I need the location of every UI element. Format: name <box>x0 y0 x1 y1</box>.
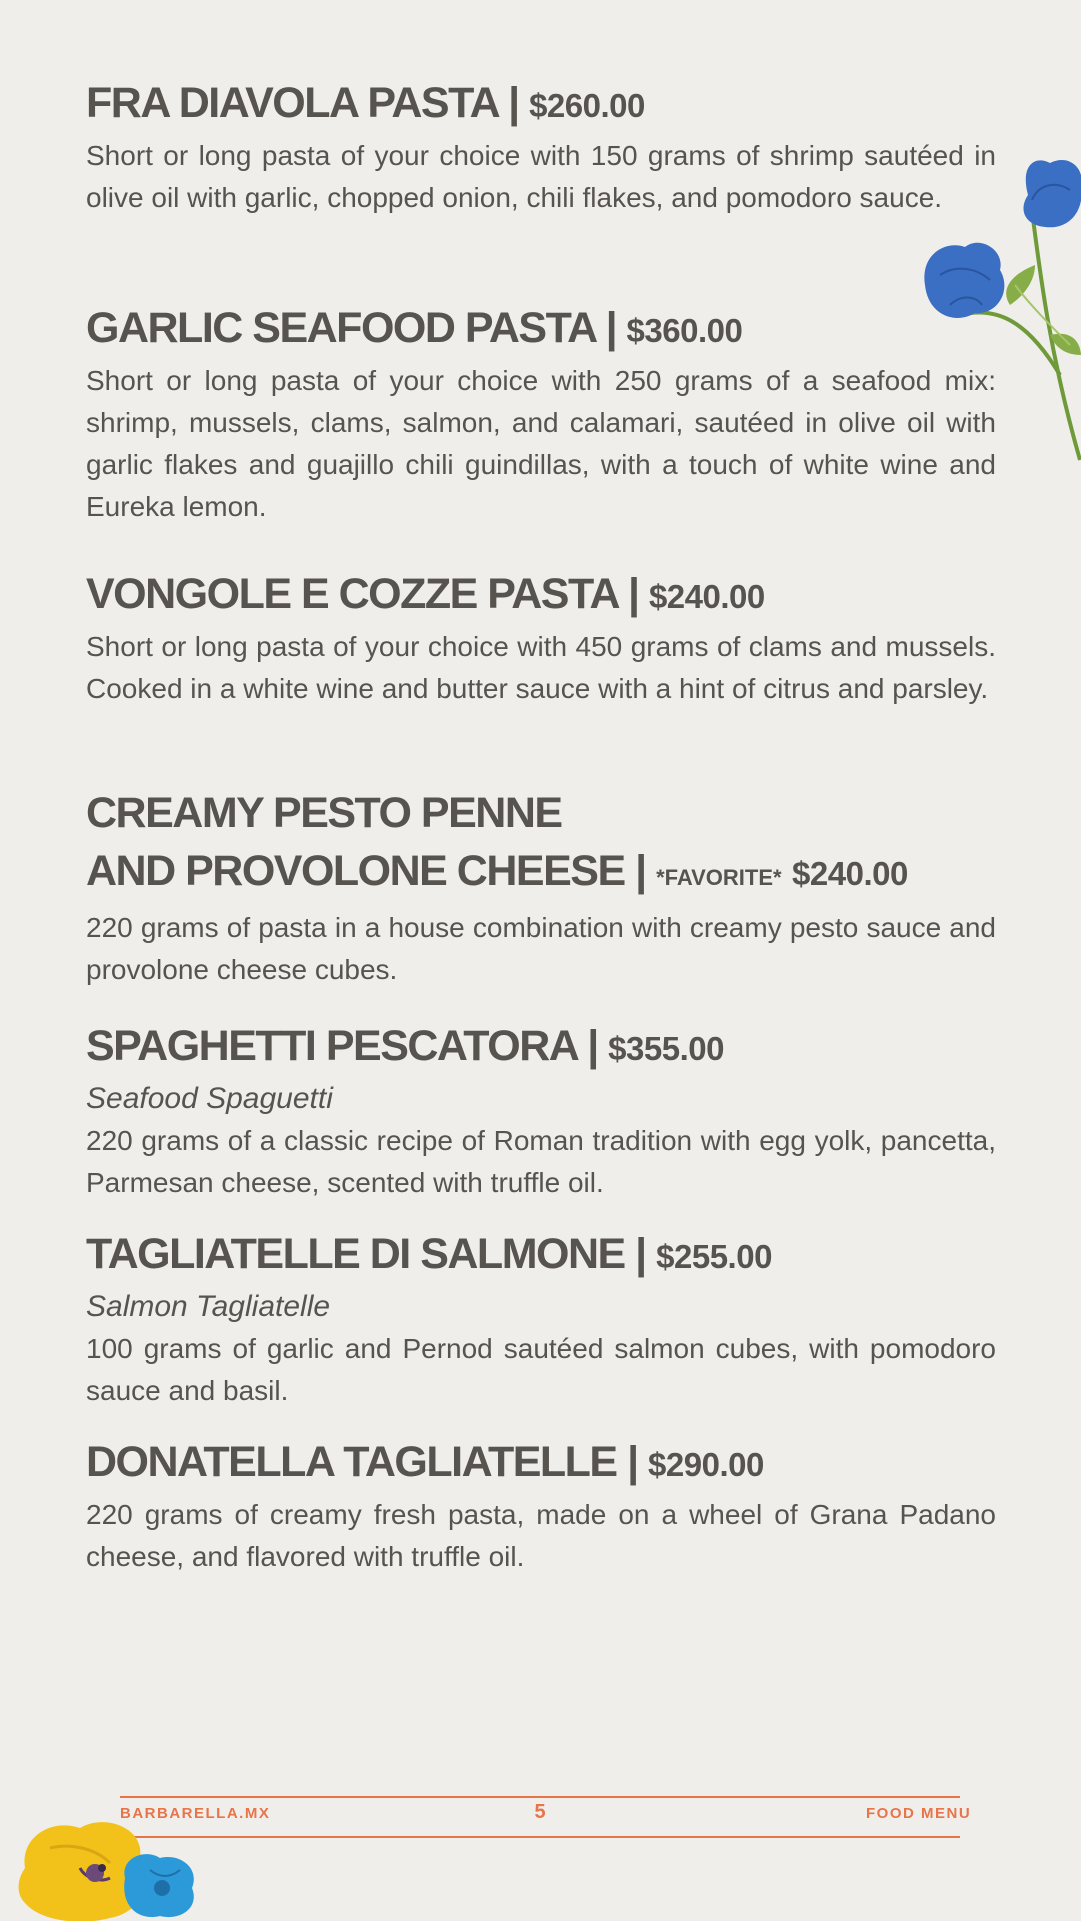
item-separator: | <box>627 1438 638 1486</box>
menu-item-fra-diavola <box>86 74 996 219</box>
menu-item-spaghetti-pescatora <box>86 1017 996 1204</box>
item-name: FRA DIAVOLA PASTA <box>86 79 498 127</box>
item-title <box>86 1225 996 1286</box>
item-description: Short or long pasta of your choice with 150 grams of shrimp sautéed in olive oil with garlic, chopped onion, chili flakes, and pomodoro sauce. <box>86 140 996 213</box>
yellow-flower-icon <box>10 1808 210 1921</box>
item-name-line1: CREAMY PESTO PENNE <box>86 789 562 837</box>
item-subtitle: Seafood Spaguetti <box>86 1082 333 1115</box>
item-subtitle: Salmon Tagliatelle <box>86 1290 331 1323</box>
item-name: SPAGHETTI PESCATORA <box>86 1022 577 1070</box>
item-separator: | <box>635 1230 646 1278</box>
item-title <box>86 565 996 626</box>
item-description: Short or long pasta of your choice with 450 grams of clams and mussels. Cooked in a white wine and butter sauce with a hint of citrus and parsley. <box>86 631 996 704</box>
page-number: 5 <box>534 1801 546 1823</box>
item-description: 220 grams of creamy fresh pasta, made on a wheel of Grana Padano cheese, and flavored with truffle oil. <box>86 1499 996 1572</box>
item-price: $360.00 <box>626 312 743 349</box>
menu-item-tagliatelle-salmone <box>86 1225 996 1412</box>
footer-website: BARBARELLA.MX <box>120 1805 271 1822</box>
item-name: DONATELLA TAGLIATELLE <box>86 1438 617 1486</box>
item-price: $255.00 <box>656 1238 772 1275</box>
item-title <box>86 1017 996 1078</box>
footer-top-rule <box>120 1796 960 1798</box>
menu-item-creamy-pesto <box>86 784 996 991</box>
menu-item-vongole-cozze <box>86 565 996 710</box>
item-description: 220 grams of pasta in a house combination with creamy pesto sauce and provolone cheese cubes. <box>86 912 996 985</box>
item-separator: | <box>627 570 639 618</box>
item-separator: | <box>635 847 646 895</box>
item-name: GARLIC SEAFOOD PASTA <box>86 304 596 352</box>
item-separator: | <box>508 79 519 127</box>
item-title <box>86 1433 996 1494</box>
item-price: $355.00 <box>608 1030 724 1067</box>
item-price: $290.00 <box>648 1446 764 1483</box>
menu-item-garlic-seafood <box>86 299 996 528</box>
item-description: 100 grams of garlic and Pernod sautéed salmon cubes, with pomodoro sauce and basil. <box>86 1333 996 1406</box>
item-price: $260.00 <box>529 87 645 124</box>
menu-item-donatella-tagliatelle <box>86 1433 996 1578</box>
item-price: $240.00 <box>792 855 908 892</box>
footer-section: FOOD MENU <box>866 1805 972 1822</box>
favorite-tag: *FAVORITE* <box>656 865 782 890</box>
item-separator: | <box>605 304 617 352</box>
item-title <box>86 299 996 360</box>
item-title <box>86 784 996 907</box>
blue-flower-icon <box>920 155 1081 465</box>
footer-bottom-rule <box>120 1836 960 1838</box>
item-title <box>86 74 996 135</box>
item-separator: | <box>587 1022 598 1070</box>
item-name: VONGOLE E COZZE PASTA <box>86 570 618 618</box>
item-name-line2: AND PROVOLONE CHEESE <box>86 847 625 895</box>
item-name: TAGLIATELLE DI SALMONE <box>86 1230 625 1278</box>
item-description: 220 grams of a classic recipe of Roman tradition with egg yolk, pancetta, Parmesan cheese, scented with truffle oil. <box>86 1125 996 1198</box>
item-price: $240.00 <box>648 578 765 615</box>
item-description: Short or long pasta of your choice with 250 grams of a seafood mix: shrimp, mussels, clams, salmon, and calamari, sautéed in olive oil with garlic flakes and guajillo chili guindillas, with a touch of white wine and Eureka lemon. <box>86 365 996 522</box>
